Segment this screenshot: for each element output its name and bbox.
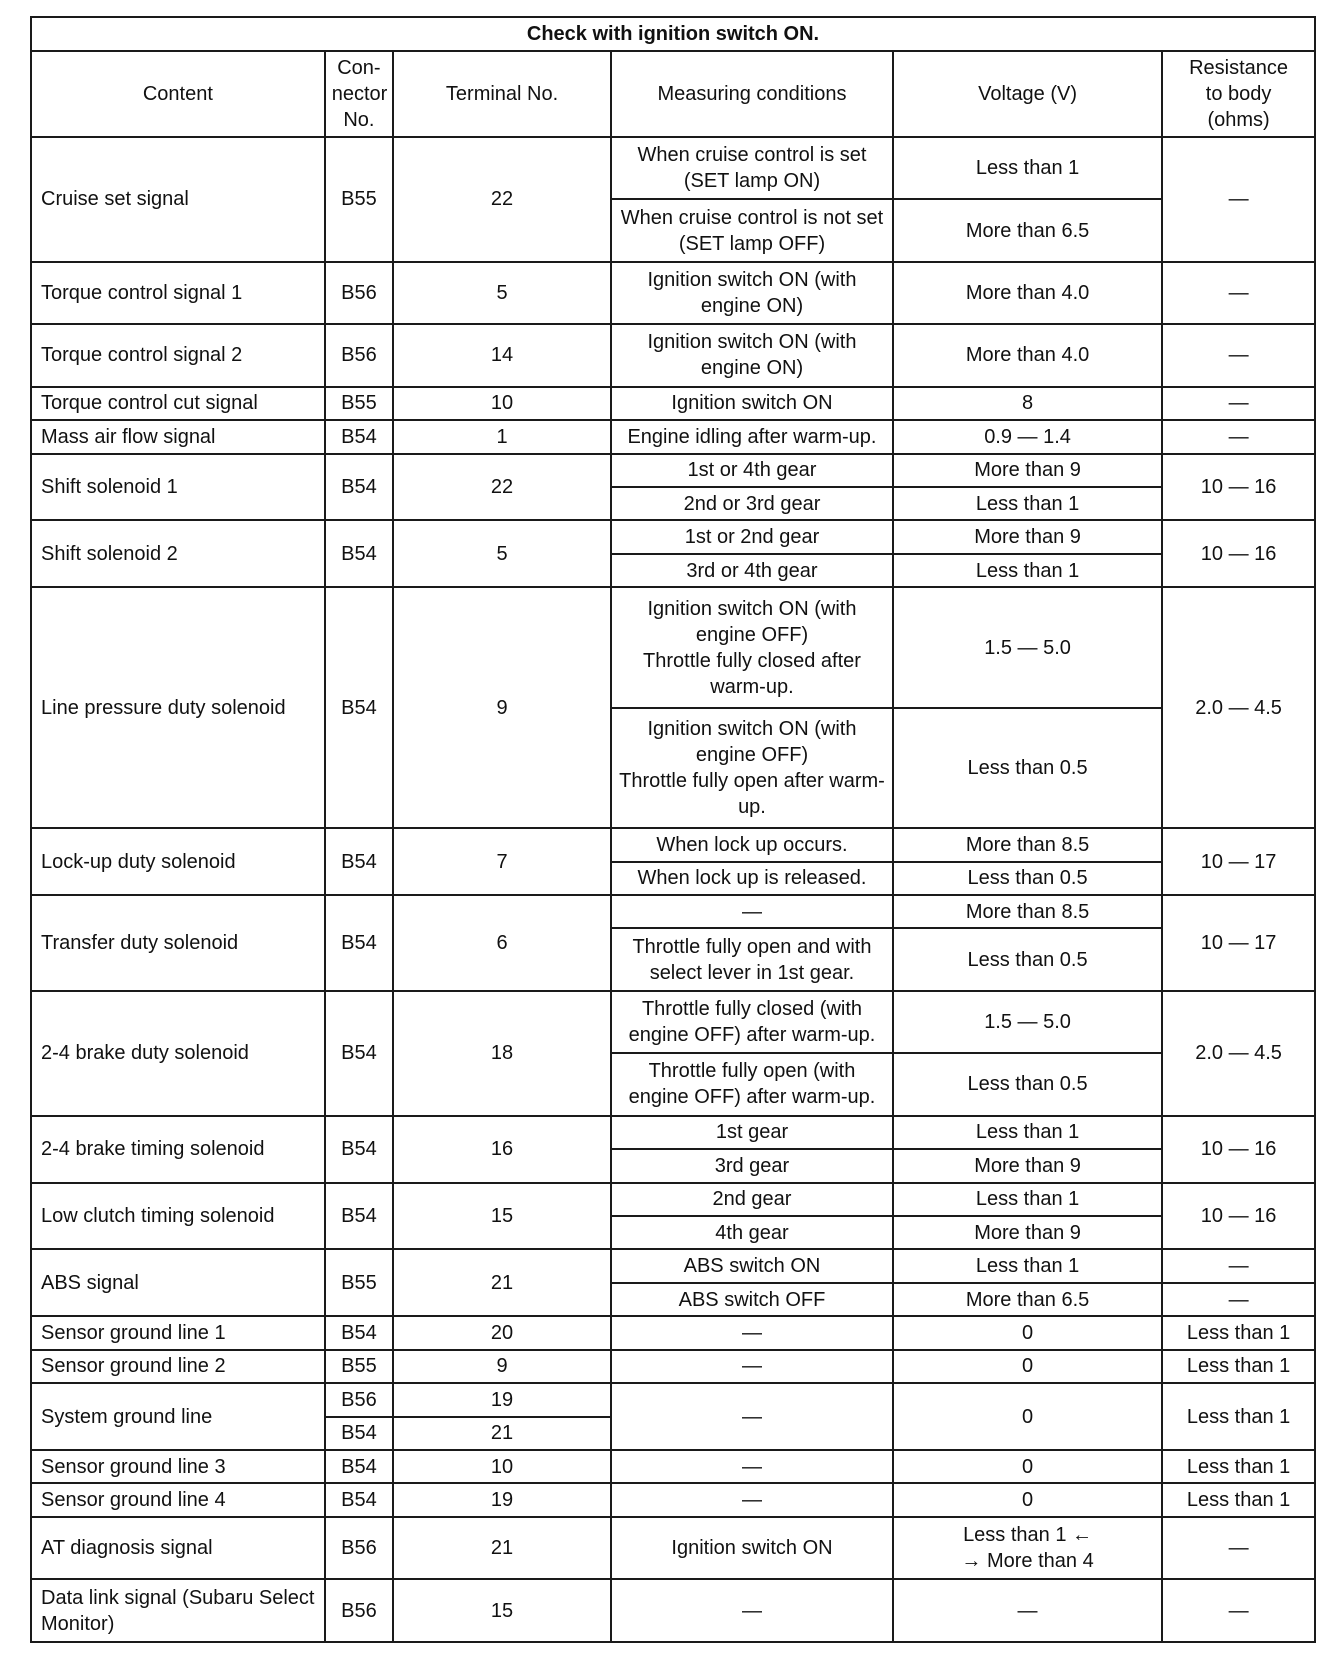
condition-cell: When lock up occurs. [611, 828, 893, 861]
voltage-cell: Less than 1 ← → More than 4 [893, 1517, 1162, 1579]
condition-cell: Ignition switch ON (with engine ON) [611, 324, 893, 386]
header-voltage: Voltage (V) [893, 51, 1162, 137]
voltage-cell: More than 8.5 [893, 828, 1162, 861]
content-cell: Cruise set signal [31, 137, 325, 262]
voltage-cell: More than 6.5 [893, 1283, 1162, 1316]
connector-cell: B56 [325, 1383, 393, 1416]
voltage-cell: More than 4.0 [893, 324, 1162, 386]
terminal-cell: 19 [393, 1483, 611, 1516]
connector-cell: B56 [325, 324, 393, 386]
voltage-cell: 0.9 — 1.4 [893, 420, 1162, 453]
condition-cell: — [611, 1350, 893, 1383]
table-row [31, 1579, 1315, 1642]
terminal-cell: 22 [393, 454, 611, 521]
terminal-cell: 9 [393, 587, 611, 828]
resistance-cell: Less than 1 [1162, 1316, 1315, 1349]
condition-cell: — [611, 1483, 893, 1516]
condition-cell: Ignition switch ON (with engine OFF) Throttle fully open after warm-up. [611, 708, 893, 828]
table-row [31, 1350, 1315, 1383]
resistance-cell: Less than 1 [1162, 1483, 1315, 1516]
table-row [31, 1249, 1315, 1282]
connector-cell: B54 [325, 1116, 393, 1183]
voltage-cell: 1.5 — 5.0 [893, 991, 1162, 1053]
table-row [31, 262, 1315, 324]
terminal-cell: 7 [393, 828, 611, 895]
connector-cell: B54 [325, 587, 393, 828]
voltage-cell: Less than 0.5 [893, 1053, 1162, 1115]
content-cell: 2-4 brake duty solenoid [31, 991, 325, 1116]
table-row [31, 1517, 1315, 1579]
condition-cell: ABS switch ON [611, 1249, 893, 1282]
condition-cell: 1st or 4th gear [611, 454, 893, 487]
content-cell: Torque control signal 2 [31, 324, 325, 386]
voltage-cell: More than 4.0 [893, 262, 1162, 324]
check-table [30, 16, 1316, 1643]
voltage-cell: More than 9 [893, 520, 1162, 553]
table-row [31, 1116, 1315, 1149]
resistance-cell: Less than 1 [1162, 1383, 1315, 1450]
resistance-cell: Less than 1 [1162, 1350, 1315, 1383]
voltage-cell: 0 [893, 1483, 1162, 1516]
connector-cell: B55 [325, 137, 393, 262]
condition-cell: Throttle fully open (with engine OFF) after warm-up. [611, 1053, 893, 1115]
condition-cell: Ignition switch ON (with engine OFF) Throttle fully closed after warm-up. [611, 587, 893, 707]
voltage-cell: Less than 1 [893, 1116, 1162, 1149]
voltage-cell: 0 [893, 1383, 1162, 1450]
resistance-cell: — [1162, 324, 1315, 386]
condition-cell: Engine idling after warm-up. [611, 420, 893, 453]
connector-cell: B54 [325, 828, 393, 895]
connector-cell: B55 [325, 1350, 393, 1383]
voltage-cell: 0 [893, 1450, 1162, 1483]
condition-cell: When lock up is released. [611, 862, 893, 895]
condition-cell: When cruise control is not set (SET lamp OFF) [611, 199, 893, 261]
resistance-cell: — [1162, 387, 1315, 420]
content-cell: Sensor ground line 1 [31, 1316, 325, 1349]
table-row [31, 1483, 1315, 1516]
terminal-cell: 9 [393, 1350, 611, 1383]
condition-cell: Ignition switch ON (with engine ON) [611, 262, 893, 324]
resistance-cell: 10 — 17 [1162, 828, 1315, 895]
voltage-cell: 0 [893, 1350, 1162, 1383]
table-row [31, 828, 1315, 861]
content-cell: Line pressure duty solenoid [31, 587, 325, 828]
content-cell: ABS signal [31, 1249, 325, 1316]
terminal-cell: 6 [393, 895, 611, 991]
table-row [31, 1383, 1315, 1416]
voltage-cell: Less than 1 [893, 137, 1162, 199]
terminal-cell: 5 [393, 520, 611, 587]
terminal-cell: 18 [393, 991, 611, 1116]
content-cell: Sensor ground line 3 [31, 1450, 325, 1483]
terminal-cell: 20 [393, 1316, 611, 1349]
resistance-cell: 2.0 — 4.5 [1162, 991, 1315, 1116]
terminal-cell: 10 [393, 1450, 611, 1483]
terminal-cell: 15 [393, 1579, 611, 1642]
voltage-cell: More than 6.5 [893, 199, 1162, 261]
voltage-cell: More than 8.5 [893, 895, 1162, 928]
resistance-cell: 10 — 17 [1162, 895, 1315, 991]
resistance-cell: — [1162, 137, 1315, 262]
connector-cell: B55 [325, 387, 393, 420]
table-row [31, 895, 1315, 928]
condition-cell: 4th gear [611, 1216, 893, 1249]
content-cell: Sensor ground line 2 [31, 1350, 325, 1383]
connector-cell: B54 [325, 1417, 393, 1450]
table-row [31, 520, 1315, 553]
connector-cell: B56 [325, 1517, 393, 1579]
connector-cell: B54 [325, 1450, 393, 1483]
content-cell: Lock-up duty solenoid [31, 828, 325, 895]
resistance-cell: 10 — 16 [1162, 1183, 1315, 1250]
connector-cell: B56 [325, 262, 393, 324]
resistance-cell: 2.0 — 4.5 [1162, 587, 1315, 828]
condition-cell: — [611, 1383, 893, 1450]
condition-cell: 3rd gear [611, 1149, 893, 1182]
header-connector: Con- nector No. [325, 51, 393, 137]
table-row [31, 1450, 1315, 1483]
content-cell: 2-4 brake timing solenoid [31, 1116, 325, 1183]
terminal-cell: 19 [393, 1383, 611, 1416]
voltage-cell: More than 9 [893, 1149, 1162, 1182]
voltage-cell: Less than 1 [893, 1249, 1162, 1282]
table-row [31, 587, 1315, 707]
connector-cell: B54 [325, 420, 393, 453]
condition-cell: ABS switch OFF [611, 1283, 893, 1316]
terminal-cell: 22 [393, 137, 611, 262]
condition-cell: Ignition switch ON [611, 387, 893, 420]
voltage-cell: Less than 0.5 [893, 862, 1162, 895]
condition-cell: Throttle fully closed (with engine OFF) after warm-up. [611, 991, 893, 1053]
resistance-cell: 10 — 16 [1162, 1116, 1315, 1183]
connector-cell: B56 [325, 1579, 393, 1642]
content-cell: System ground line [31, 1383, 325, 1450]
terminal-cell: 21 [393, 1249, 611, 1316]
terminal-cell: 15 [393, 1183, 611, 1250]
connector-cell: B55 [325, 1249, 393, 1316]
resistance-cell: Less than 1 [1162, 1450, 1315, 1483]
connector-cell: B54 [325, 991, 393, 1116]
content-cell: Shift solenoid 2 [31, 520, 325, 587]
voltage-cell: Less than 1 [893, 1183, 1162, 1216]
table-row [31, 420, 1315, 453]
resistance-cell: 10 — 16 [1162, 520, 1315, 587]
connector-cell: B54 [325, 1483, 393, 1516]
header-conditions: Measuring conditions [611, 51, 893, 137]
voltage-cell: 8 [893, 387, 1162, 420]
table-row [31, 387, 1315, 420]
table-row [31, 454, 1315, 487]
condition-cell: — [611, 1316, 893, 1349]
connector-cell: B54 [325, 1316, 393, 1349]
content-cell: Data link signal (Subaru Select Monitor) [31, 1579, 325, 1642]
connector-cell: B54 [325, 895, 393, 991]
connector-cell: B54 [325, 520, 393, 587]
resistance-cell: — [1162, 1283, 1315, 1316]
terminal-cell: 21 [393, 1517, 611, 1579]
resistance-cell: — [1162, 1249, 1315, 1282]
content-cell: Sensor ground line 4 [31, 1483, 325, 1516]
table-row [31, 991, 1315, 1053]
voltage-cell: 1.5 — 5.0 [893, 587, 1162, 707]
content-cell: Mass air flow signal [31, 420, 325, 453]
condition-cell: Ignition switch ON [611, 1517, 893, 1579]
terminal-cell: 1 [393, 420, 611, 453]
content-cell: AT diagnosis signal [31, 1517, 325, 1579]
condition-cell: 2nd gear [611, 1183, 893, 1216]
voltage-cell: Less than 0.5 [893, 928, 1162, 990]
content-cell: Shift solenoid 1 [31, 454, 325, 521]
voltage-cell: Less than 1 [893, 487, 1162, 520]
voltage-cell: More than 9 [893, 454, 1162, 487]
content-cell: Torque control signal 1 [31, 262, 325, 324]
voltage-cell: More than 9 [893, 1216, 1162, 1249]
resistance-cell: — [1162, 1579, 1315, 1642]
table-title: Check with ignition switch ON. [31, 17, 1315, 51]
content-cell: Transfer duty solenoid [31, 895, 325, 991]
voltage-cell: Less than 1 [893, 554, 1162, 587]
table-row [31, 1183, 1315, 1216]
content-cell: Low clutch timing solenoid [31, 1183, 325, 1250]
condition-cell: 2nd or 3rd gear [611, 487, 893, 520]
connector-cell: B54 [325, 1183, 393, 1250]
connector-cell: B54 [325, 454, 393, 521]
table-body [31, 137, 1315, 1642]
table-row [31, 324, 1315, 386]
condition-cell: Throttle fully open and with select lever in 1st gear. [611, 928, 893, 990]
terminal-cell: 10 [393, 387, 611, 420]
terminal-cell: 21 [393, 1417, 611, 1450]
condition-cell: When cruise control is set (SET lamp ON) [611, 137, 893, 199]
condition-cell: — [611, 895, 893, 928]
header-resistance: Resistance to body (ohms) [1162, 51, 1315, 137]
header-content: Content [31, 51, 325, 137]
resistance-cell: — [1162, 262, 1315, 324]
check-table-sheet [30, 16, 1316, 1643]
condition-cell: 1st gear [611, 1116, 893, 1149]
condition-cell: 3rd or 4th gear [611, 554, 893, 587]
voltage-cell: 0 [893, 1316, 1162, 1349]
voltage-cell: — [893, 1579, 1162, 1642]
terminal-cell: 5 [393, 262, 611, 324]
resistance-cell: — [1162, 420, 1315, 453]
voltage-cell: Less than 0.5 [893, 708, 1162, 828]
resistance-cell: 10 — 16 [1162, 454, 1315, 521]
table-row [31, 137, 1315, 199]
terminal-cell: 14 [393, 324, 611, 386]
table-row [31, 1316, 1315, 1349]
condition-cell: — [611, 1579, 893, 1642]
condition-cell: 1st or 2nd gear [611, 520, 893, 553]
condition-cell: — [611, 1450, 893, 1483]
content-cell: Torque control cut signal [31, 387, 325, 420]
resistance-cell: — [1162, 1517, 1315, 1579]
terminal-cell: 16 [393, 1116, 611, 1183]
header-terminal: Terminal No. [393, 51, 611, 137]
